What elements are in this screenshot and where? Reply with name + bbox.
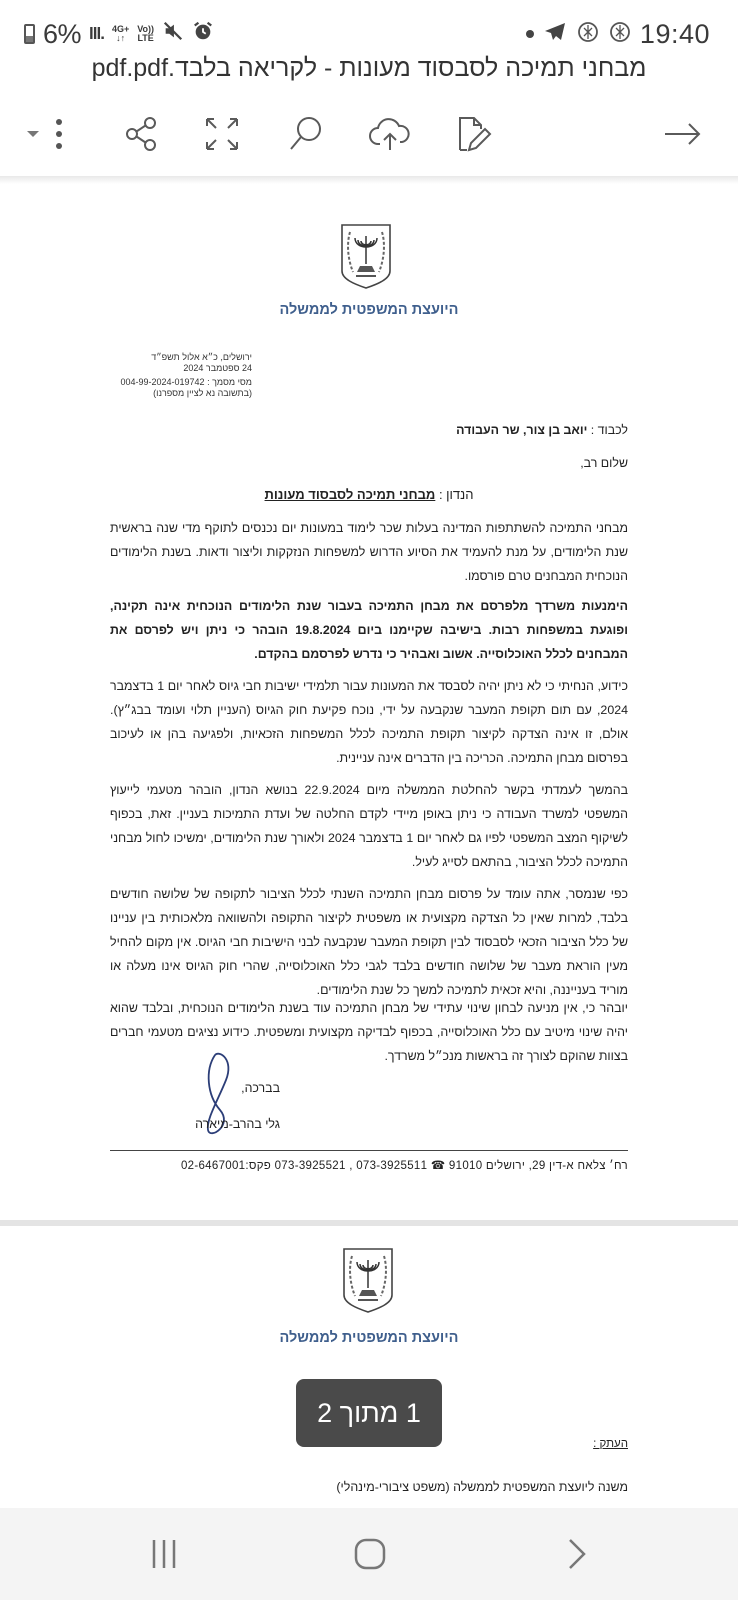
fullscreen-button[interactable] bbox=[196, 108, 248, 160]
document-meta bbox=[112, 352, 252, 399]
search-icon bbox=[286, 114, 326, 154]
coat-of-arms-emblem bbox=[340, 1246, 396, 1314]
office-title-page-2: היועצת המשפטית לממשלה bbox=[279, 1330, 459, 1346]
search-button[interactable] bbox=[280, 108, 332, 160]
notification-dot-icon bbox=[526, 30, 534, 38]
share-icon bbox=[122, 114, 162, 154]
letterhead-footer: רח׳ צלאח א-דין 29, ירושלים 91010 ☎ 073-3925511 , 073-3925521 פקס:02-6467001 bbox=[180, 1160, 628, 1172]
closing: בברכה, bbox=[241, 1081, 280, 1095]
subject-line bbox=[0, 487, 738, 502]
paragraph-2: הימנעות משרדך מלפרסם את מבחן התמיכה בעבור שנת הלימודים הנוכחית אינה תקינה, ופוגעת במשפחות רבות. בישיבה שקיימנו ביום 19.8.2024 הובהר כי ניתן ויש לפרסם את המבחנים לכלל האוכלוסייה. אשוב ואבהיר כי נדרש לפרסמם בהקדם. bbox=[110, 599, 628, 661]
clock: 19:40 bbox=[639, 18, 710, 49]
edit-button[interactable] bbox=[446, 108, 498, 160]
footer-divider bbox=[110, 1150, 628, 1151]
nav-back-button[interactable] bbox=[546, 1526, 606, 1582]
mute-icon bbox=[162, 20, 184, 48]
status-bar bbox=[0, 0, 738, 58]
paragraph-1: מבחני התמיכה להשתתפות המדינה בעלות שכר לימוד במעונות יום נכנסים לתוקף מדי שנה בראשית שנת הלימודים, על מנת להעמיד את הסיוע הדרוש למשפחות הנזקקות וליצור ודאות. בשנת הלימודים הנוכחית המבחנים טרם פורסמו. bbox=[110, 521, 628, 583]
status-left bbox=[24, 19, 214, 50]
kebab-icon bbox=[21, 114, 69, 154]
volte-bottom: LTE bbox=[137, 33, 154, 43]
coat-of-arms-emblem bbox=[338, 222, 394, 290]
addressee bbox=[456, 423, 628, 437]
network-arrows: ↓↑ bbox=[116, 33, 126, 43]
status-right bbox=[526, 19, 710, 50]
edit-document-icon bbox=[452, 114, 492, 154]
reference-number: 004-99-2024-019742 bbox=[120, 377, 205, 387]
network-type: 4G+ bbox=[111, 24, 130, 34]
app-icon bbox=[608, 20, 632, 49]
toolbar bbox=[0, 108, 738, 164]
office-title: היועצת המשפטית לממשלה bbox=[279, 302, 459, 318]
paragraph-6: יובהר כי, אין מניעה לבחון שינוי עתידי של מבחן התמיכה עוד בשנת הלימודים הנוכחית, ובלבד שהוא יהיה שינוי מיטיב עם כלל האוכלוסייה, בכפוף לבדיקה מקצועית ומשפטית. כידוע נציגים מטעמי חברים בצוות שהוקם לצורך זה בראשות מנכ״ל משרדך. bbox=[110, 1001, 628, 1063]
reference-label: מסי מסמך : bbox=[207, 377, 252, 387]
pdf-page-1[interactable] bbox=[0, 184, 738, 1220]
greeting: שלום רב, bbox=[580, 456, 628, 470]
signature-block bbox=[160, 1070, 280, 1142]
more-options-button[interactable] bbox=[20, 108, 70, 160]
home-button[interactable] bbox=[340, 1526, 400, 1582]
pdf-page-2[interactable] bbox=[0, 1226, 738, 1508]
cloud-upload-button[interactable] bbox=[364, 108, 416, 160]
arrow-right-icon bbox=[662, 114, 702, 154]
battery-percent: 6% bbox=[43, 18, 82, 49]
battery-charging-icon bbox=[24, 24, 35, 44]
copy-recipient: משנה ליועצת המשפטית לממשלה (משפט ציבורי-מינהלי) bbox=[336, 1480, 628, 1494]
home-icon bbox=[350, 1534, 390, 1574]
paragraph-4: בהמשך לעמדתי בקשר להחלטת הממשלה מיום 22.9.2024 בנושא הנדון, הובהר מטעמי לייעוץ המשפטי למשרד העבודה כי ניתן באופן מיידי לקדם החלטה של ועדת התמיכות בעניין. זאת, בכפוף לשיקוף המצב המשפטי לפיו גם לאחר יום 1 בדצמבר 2024 ולאורך שנת הלימודים, ימשיכו לחול מבחני התמיכה לכלל הציבור, בהתאם לסייג לעיל. bbox=[110, 783, 628, 869]
gregorian-date: 24 ספטמבר 2024 bbox=[183, 363, 252, 373]
paragraph-3: כידוע, הנחיתי כי לא ניתן יהיה לסבסד את המעונות עבור תלמידי ישיבות חבי גיוס לאחר יום 1 בדצמבר 2024, עם תום תקופת המעבר שנקבעה על ידי, נוכח פקיעת חוק הגיוס (העניין תלוי ועומד בבג״ץ). אולם, זו אינה הצדקה לקיצור תקופת התמיכה לכלל המשפחות הזכאיות, ולפגיעה בהן או לעיכוב בפרסום מבחן התמיכה. הכריכה בין הדברים אינה עניינית. bbox=[110, 679, 628, 765]
place-date: ירושלים, כ״א אלול תשפ״ד bbox=[151, 352, 252, 362]
alarm-icon bbox=[192, 20, 214, 48]
back-button[interactable] bbox=[656, 108, 708, 160]
page-indicator: 1 מתוך 2 bbox=[296, 1379, 442, 1447]
toolbar-shadow bbox=[0, 176, 738, 184]
signatory-name: גלי בהרב-מיארה bbox=[195, 1117, 280, 1131]
copy-label: העתק : bbox=[593, 1438, 628, 1450]
recents-icon bbox=[144, 1534, 184, 1574]
back-chevron-icon bbox=[556, 1534, 596, 1574]
volte-top: Vo)) bbox=[137, 24, 155, 34]
telegram-icon bbox=[542, 20, 568, 49]
share-button[interactable] bbox=[116, 108, 168, 160]
subject-label: הנדון : bbox=[438, 487, 474, 502]
network-4g-icon bbox=[112, 25, 129, 43]
volte-icon bbox=[137, 25, 154, 43]
signal-icon: lll. bbox=[89, 24, 104, 43]
addressee-name: יואב בן צור, שר העבודה bbox=[456, 423, 588, 437]
paragraph-5: כפי שנמסר, אתה עומד על פרסום מבחן התמיכה השנתי לכלל הציבור לתקופה של שלושה חודשים בלבד, למרות שאין כל הצדקה מקצועית או משפטית לקיצור התקופה ולהשוואה מלאכותית בין עניינו של כלל הציבור הזכאי לסבסוד לבין תקופת המעבר שנקבעה לבני הישיבות חבי הגיוס. אין מקום להחיל מעין הוראת מעבר של שלושה חודשים בלבד לגבי כלל האוכלוסייה, שהרי חוק הגיוס אינו מעלה או מוריד בענייננה, והיא זכאית לתמיכה למשך כל שנת הלימודים. bbox=[110, 887, 628, 997]
reply-note: (בתשובה נא לציין מספרנו) bbox=[153, 388, 252, 398]
file-title: מבחני תמיכה לסבסוד מעונות - לקריאה בלבד.pdf.pdf bbox=[91, 54, 647, 82]
recent-apps-button[interactable] bbox=[134, 1526, 194, 1582]
cloud-upload-icon bbox=[368, 114, 412, 154]
subject-text: מבחני תמיכה לסבסוד מעונות bbox=[264, 487, 436, 502]
app-icon bbox=[576, 20, 600, 49]
addressee-label: לכבוד : bbox=[590, 423, 628, 437]
expand-icon bbox=[202, 114, 242, 154]
reference bbox=[112, 377, 252, 388]
system-nav-bar bbox=[0, 1508, 738, 1600]
